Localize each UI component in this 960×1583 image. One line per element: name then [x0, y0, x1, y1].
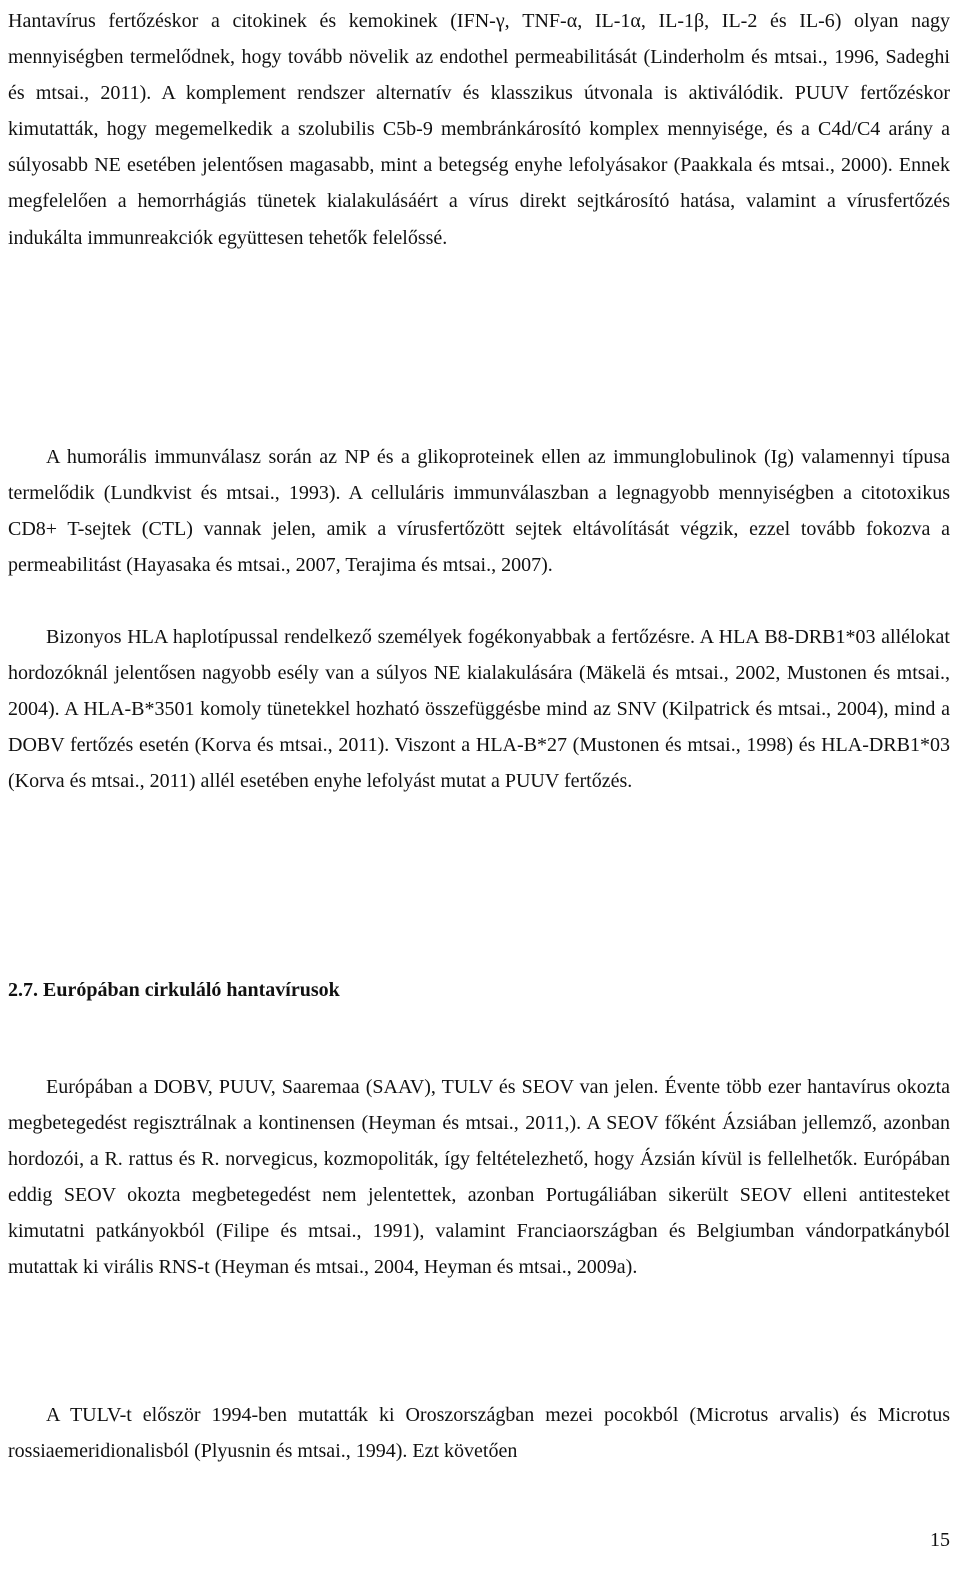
- page-number: 15: [930, 1529, 950, 1551]
- paragraph-cytokines: Hantavírus fertőzéskor a citokinek és kemokinek (IFN-γ, TNF-α, IL-1α, IL-1β, IL-2 és IL-6) olyan nagy mennyiségben termelődnek, hogy tovább növelik az endothel permeabilitását (Linderholm és mtsai., 1996, Sadeghi és mtsai., 2011). A komplement rendszer alternatív és klasszikus útvonala is aktiválódik. PUUV fertőzéskor kimutatták, hogy megemelkedik a szolubilis C5b-9 membránkárosító komplex mennyisége, és a C4d/C4 arány a súlyosabb NE esetében jelentősen magasabb, mint a betegség enyhe lefolyásakor (Paakkala és mtsai., 2000). Ennek megfelelően a hemorrhágiás tünetek kialakulásáért a vírus direkt sejtkárosító hatása, valamint a vírusfertőzés indukálta immunreakciók együttesen tehetők felelőssé.: [8, 10, 950, 249]
- paragraph-tulv: A TULV-t először 1994-ben mutatták ki Oroszországban mezei pocokból (Microtus arvalis) és Microtus rossiaemeridionalisból (Plyusnin és mtsai., 1994). Ezt követően: [8, 1404, 950, 1463]
- paragraph-european-hantaviruses: Európában a DOBV, PUUV, Saaremaa (SAAV), TULV és SEOV van jelen. Évente több ezer hantavírus okozta megbetegedést regisztrálnak a kontinensen (Heyman és mtsai., 2011,). A SEOV főként Ázsiában jellemző, azonban hordozói, a R. rattus és R. norvegicus, kozmopoliták, így feltételezhető, hogy Ázsián kívül is fellelhetők. Európában eddig SEOV okozta megbetegedést nem jelentettek, azonban Portugáliában sikerült SEOV elleni antitesteket kimutatni patkányokból (Filipe és mtsai., 1991), valamint Franciaországban és Belgiumban vándorpatkányból mutattak ki virális RNS-t (Heyman és mtsai., 2004, Heyman és mtsai., 2009a).: [8, 1076, 950, 1279]
- paragraph-hla-haplotypes: Bizonyos HLA haplotípussal rendelkező személyek fogékonyabbak a fertőzésre. A HLA B8-DRB1*03 allélokat hordozóknál jelentősen nagyobb esély van a súlyos NE kialakulására (Mäkelä és mtsai., 2002, Mustonen és mtsai., 2004). A HLA-B*3501 komoly tünetekkel hozható összefüggésbe mind az SNV (Kilpatrick és mtsai., 2004), mind a DOBV fertőzés esetén (Korva és mtsai., 2011). Viszont a HLA-B*27 (Mustonen és mtsai., 1998) és HLA-DRB1*03 (Korva és mtsai., 2011) allél esetében enyhe lefolyást mutat a PUUV fertőzés.: [8, 626, 950, 793]
- section-heading: 2.7. Európában cirkuláló hantavírusok: [8, 979, 340, 1001]
- paragraph-humoral-response: A humorális immunválasz során az NP és a glikoproteinek ellen az immunglobulinok (Ig) valamennyi típusa termelődik (Lundkvist és mtsai., 1993). A celluláris immunválaszban a legnagyobb mennyiségben a citotoxikus CD8+ T-sejtek (CTL) vannak jelen, amik a vírusfertőzött sejtek eltávolítását végzik, ezzel tovább fokozva a permeabilitást (Hayasaka és mtsai., 2007, Terajima és mtsai., 2007).: [8, 446, 950, 577]
